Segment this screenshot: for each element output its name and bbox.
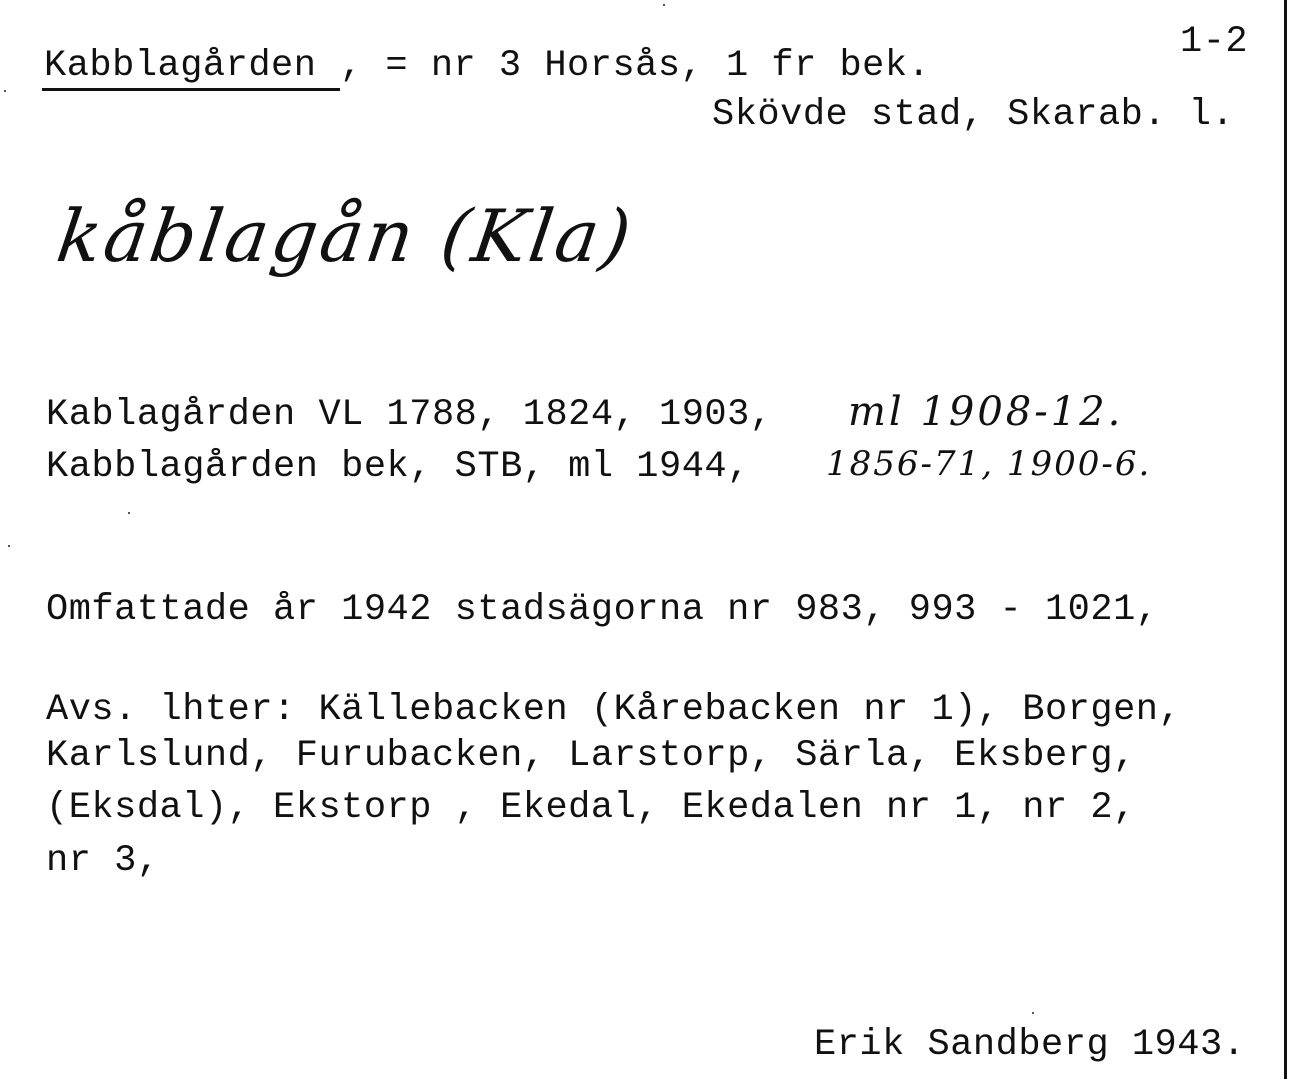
form-line-2: Kabblagården bek, STB, ml 1944, [46, 446, 750, 488]
location-line: Skövde stad, Skarab. l. [712, 94, 1235, 136]
extent-line: Omfattade år 1942 stadsägorna nr 983, 993 - 1021, [46, 589, 1159, 631]
parcels-line-4: nr 3, [46, 840, 160, 882]
parcels-line-1: Avs. lhter: Källebacken (Kårebacken nr 1), Borgen, [46, 689, 1182, 731]
scan-speck [128, 512, 130, 514]
header-name: Kabblagården [44, 45, 317, 87]
header-underline [42, 88, 340, 91]
form-line-2-handwritten: 1856-71, 1900-6. [826, 444, 1152, 484]
scan-speck [663, 4, 665, 6]
header-rest: , = nr 3 Horsås, 1 fr bek. [340, 45, 931, 87]
dialect-form: kåblagån (Kla) [52, 194, 639, 278]
parcels-line-3: (Eksdal), Ekstorp , Ekedal, Ekedalen nr 1, nr 2, [46, 787, 1136, 829]
scan-speck [1032, 1012, 1034, 1014]
form-line-1-handwritten: ml 1908-12. [848, 389, 1124, 435]
form-line-1: Kablagården VL 1788, 1824, 1903, [46, 394, 773, 436]
scan-speck [8, 545, 10, 547]
signature: Erik Sandberg 1943. [814, 1024, 1246, 1066]
card-edge [1284, 0, 1287, 1079]
card-number: 1-2 [1180, 21, 1249, 63]
parcels-line-2: Karlslund, Furubacken, Larstorp, Särla, Eksberg, [46, 735, 1136, 777]
scan-speck [4, 90, 6, 92]
